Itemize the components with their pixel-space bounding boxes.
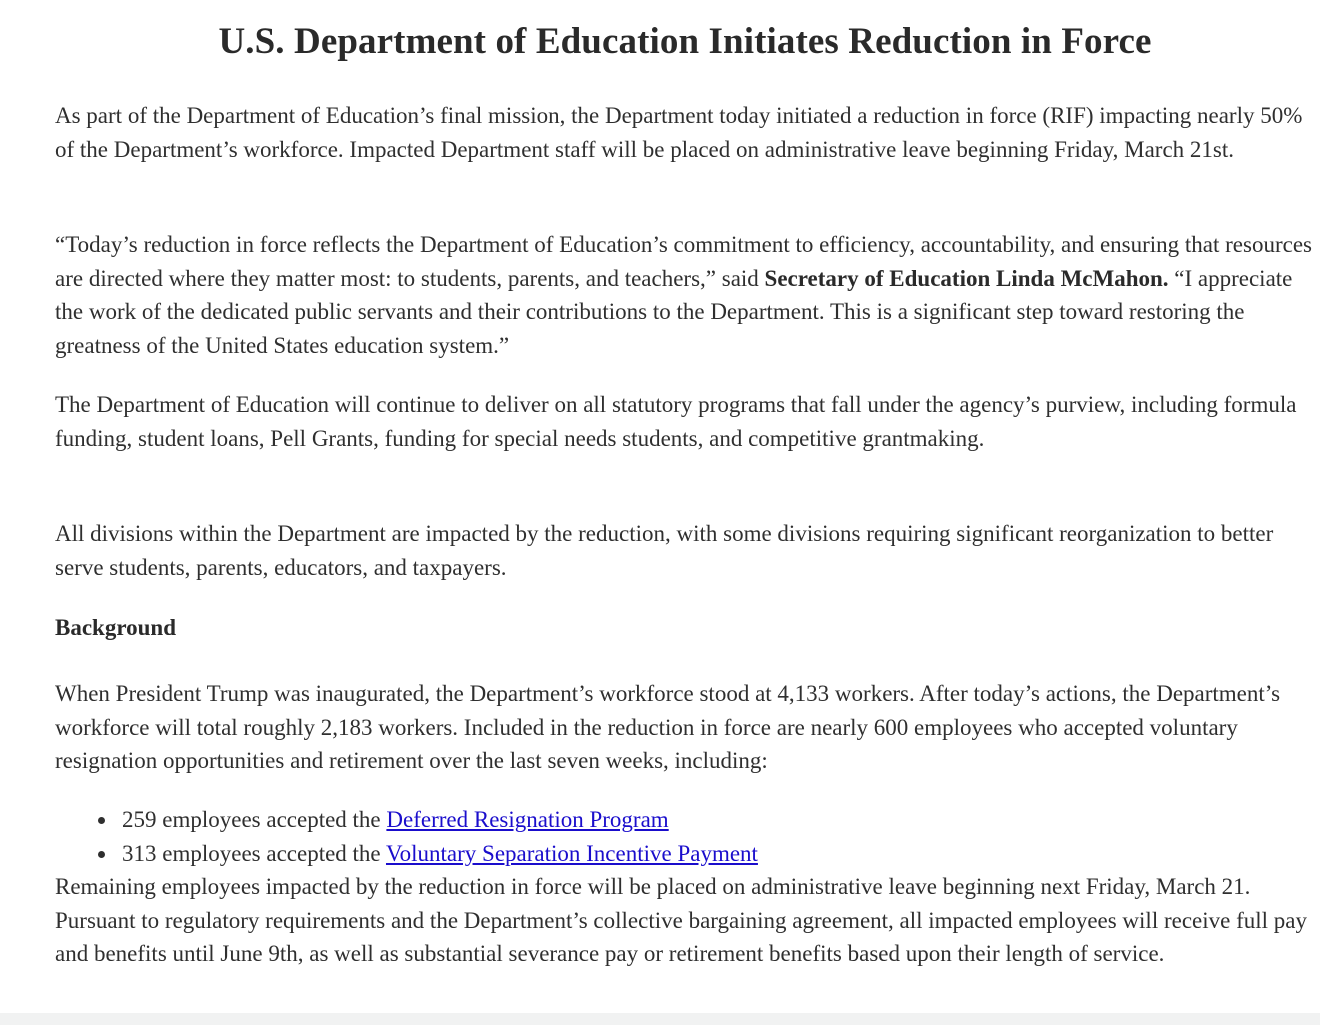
bullet-icon [98,817,105,824]
quote-text-start: “Today’s reduction in force reflects the Department of Education’s commitment to efficiency, accountability, and ensuring that resources are directed where they matter most: to students, parents, and teachers,” said [55,232,1312,291]
intro-paragraph: As part of the Department of Education’s final mission, the Department today initiated a reduction in force (RIF) impacting nearly 50% of the Department’s workforce. Impacted Department staff will be placed on administrative leave beginning Friday, March 21st. [55,103,1303,162]
page-title: U.S. Department of Education Initiates Reduction in Force [218,21,1152,62]
speaker-name: Secretary of Education Linda McMahon. [764,265,1169,291]
background-heading: Background [55,615,177,640]
quote-paragraph [55,228,1317,362]
programs-paragraph: The Department of Education will continue to deliver on all statutory programs that fall under the agency’s purview, including formula funding, student loans, Pell Grants, funding for special needs students, and competitive grantmaking. [55,392,1297,451]
remaining-employees-paragraph: Remaining employees impacted by the reduction in force will be placed on administrative leave beginning next Friday, March 21. Pursuant to regulatory requirements and the Department’s collective bargaining agreement, all impacted employees will receive full pay and benefits until June 9th, as well as substantial severance pay or retirement benefits based upon their length of service. [55,874,1307,966]
bullet-icon [98,851,105,858]
resignation-list [55,803,758,870]
divisions-paragraph: All divisions within the Department are impacted by the reduction, with some divisions requiring significant reorganization to better serve students, parents, educators, and taxpayers. [55,521,1274,580]
list-item-text: 259 employees accepted the [122,807,387,832]
deferred-resignation-link[interactable]: Deferred Resignation Program [386,807,669,832]
workforce-paragraph: When President Trump was inaugurated, the Department’s workforce stood at 4,133 workers. After today’s actions, the Department’s workforce will total roughly 2,183 workers. Included in the reduction in force are nearly 600 employees who accepted voluntary resignation opportunities and retirement over the last seven weeks, including: [55,681,1281,773]
voluntary-separation-link[interactable]: Voluntary Separation Incentive Payment [385,840,758,866]
list-item [55,837,758,871]
bottom-strip [0,1013,1320,1025]
list-item [55,803,758,837]
list-item-text: 313 employees accepted the [122,840,386,866]
quote-text-end: “I appreciate the work of the dedicated public servants and their contributions to the Department. This is a significant step toward restoring the greatness of the United States education system.” [55,265,1293,358]
